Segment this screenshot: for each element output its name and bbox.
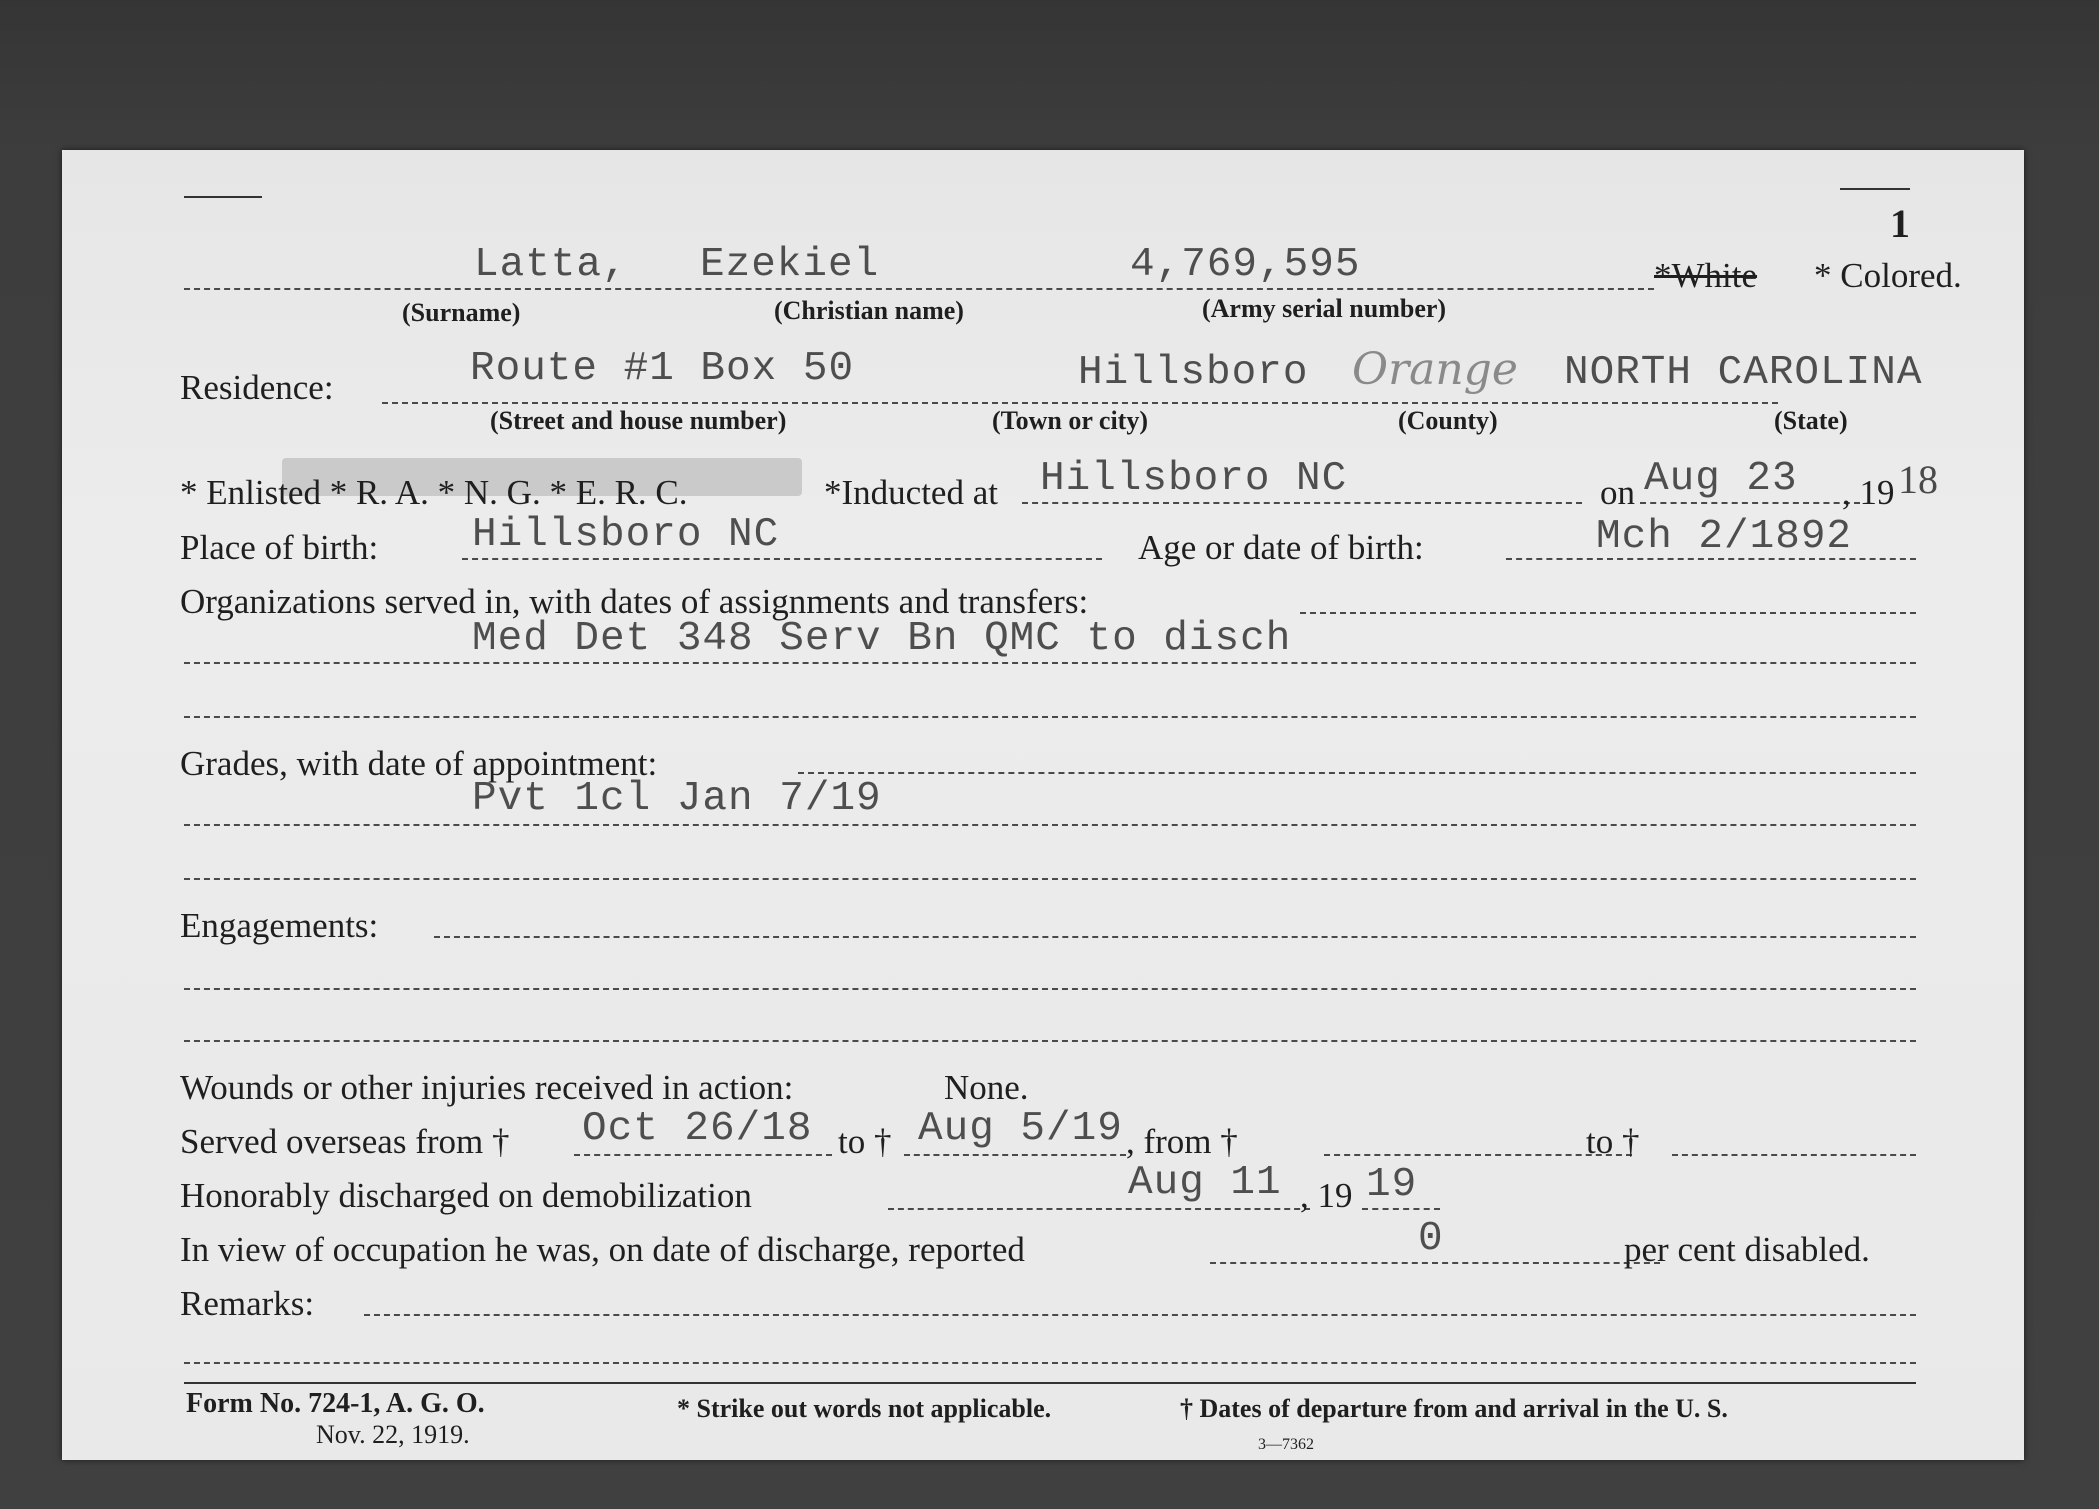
surname-value: Latta, xyxy=(474,242,628,288)
residence-street-value: Route #1 Box 50 xyxy=(470,346,855,392)
overseas-to-value: Aug 5/19 xyxy=(918,1106,1123,1152)
inducted-date-line xyxy=(1640,502,1860,504)
remarks-label: Remarks: xyxy=(180,1284,315,1323)
overseas-to-label: to † xyxy=(838,1122,892,1161)
enlisted-options: * Enlisted * R. A. * N. G. * E. R. C. xyxy=(180,473,688,512)
army-serial-value: 4,769,595 xyxy=(1130,242,1361,288)
county-caption: (County) xyxy=(1398,406,1498,435)
engagements-line-1 xyxy=(434,936,1916,938)
service-record-card xyxy=(62,150,2024,1460)
grades-value: Pvt 1cl Jan 7/19 xyxy=(472,776,882,822)
place-of-birth-label: Place of birth: xyxy=(180,528,379,567)
christian-name-caption: (Christian name) xyxy=(774,296,964,325)
strike-out-note: * Strike out words not applicable. xyxy=(677,1394,1052,1423)
grades-label: Grades, with date of appointment: xyxy=(180,744,658,783)
discharge-year-line xyxy=(1362,1208,1440,1210)
overseas-to2-label: to † xyxy=(1586,1122,1640,1161)
print-code: 3—7362 xyxy=(1258,1436,1314,1453)
engagements-label: Engagements: xyxy=(180,906,379,945)
organizations-line-3 xyxy=(184,716,1916,718)
inducted-year-value: 18 xyxy=(1898,457,1938,502)
discharge-year-prefix: , 19 xyxy=(1300,1176,1353,1215)
engagements-line-2 xyxy=(184,988,1916,990)
residence-town-value: Hillsboro xyxy=(1078,350,1309,396)
place-of-birth-line xyxy=(462,558,1102,560)
town-caption: (Town or city) xyxy=(992,406,1148,435)
date-of-birth-value: Mch 2/1892 xyxy=(1596,514,1853,560)
discharge-date-line xyxy=(888,1208,1310,1210)
wounds-value: None. xyxy=(944,1068,1029,1107)
residence-county-handwritten: Orange xyxy=(1352,344,1518,395)
inducted-place-value: Hillsboro NC xyxy=(1040,456,1348,502)
organizations-label: Organizations served in, with dates of assignments and transfers: xyxy=(180,582,1089,621)
discharge-year-value: 19 xyxy=(1366,1162,1418,1208)
discharge-label: Honorably discharged on demobilization xyxy=(180,1176,752,1215)
date-of-birth-line xyxy=(1506,558,1916,560)
card-number: 1 xyxy=(1890,201,1910,246)
inducted-label: *Inducted at xyxy=(824,473,998,512)
disability-suffix: per cent disabled. xyxy=(1624,1230,1870,1269)
organizations-line-1 xyxy=(1300,612,1916,614)
remarks-line-2 xyxy=(184,1362,1916,1364)
organizations-line-2 xyxy=(184,662,1916,664)
footer-rule xyxy=(184,1382,1916,1384)
dagger-note: † Dates of departure from and arrival in the U. S. xyxy=(1180,1394,1728,1423)
overseas-from-line xyxy=(574,1154,832,1156)
overseas-from-value: Oct 26/18 xyxy=(582,1106,813,1152)
place-of-birth-value: Hillsboro NC xyxy=(472,512,780,558)
street-caption: (Street and house number) xyxy=(490,406,787,435)
engagements-line-3 xyxy=(184,1040,1916,1042)
inducted-year-prefix: , 19 xyxy=(1842,473,1895,512)
disability-label: In view of occupation he was, on date of discharge, reported xyxy=(180,1230,1025,1269)
residence-line xyxy=(382,402,1778,404)
served-overseas-label: Served overseas from † xyxy=(180,1122,510,1161)
top-left-rule xyxy=(184,196,262,198)
residence-state-value: NORTH CAROLINA xyxy=(1564,350,1923,396)
surname-caption: (Surname) xyxy=(402,298,521,327)
wounds-label: Wounds or other injuries received in action: xyxy=(180,1068,794,1107)
grades-line-1 xyxy=(798,772,1916,774)
grades-line-3 xyxy=(184,878,1916,880)
inducted-line xyxy=(1022,502,1582,504)
state-caption: (State) xyxy=(1774,406,1848,435)
overseas-from2-label: , from † xyxy=(1126,1122,1238,1161)
disability-value: 0 xyxy=(1418,1216,1444,1262)
form-number: Form No. 724-1, A. G. O. xyxy=(186,1388,485,1419)
date-of-birth-label: Age or date of birth: xyxy=(1138,528,1424,567)
residence-label: Residence: xyxy=(180,368,334,407)
disability-line xyxy=(1210,1262,1660,1264)
inducted-date-value: Aug 23 xyxy=(1644,456,1798,502)
christian-name-value: Ezekiel xyxy=(700,242,880,288)
grades-line-2 xyxy=(184,824,1916,826)
name-line xyxy=(184,288,1654,290)
remarks-line-1 xyxy=(364,1314,1916,1316)
form-date: Nov. 22, 1919. xyxy=(316,1420,470,1449)
race-white-struck: *White xyxy=(1654,256,1758,295)
overseas-to-line xyxy=(904,1154,1126,1156)
top-right-rule xyxy=(1840,188,1910,190)
army-serial-caption: (Army serial number) xyxy=(1202,294,1447,323)
overseas-to2-line xyxy=(1672,1154,1916,1156)
inducted-on-label: on xyxy=(1600,473,1635,512)
organizations-value: Med Det 348 Serv Bn QMC to disch xyxy=(472,616,1292,662)
race-colored: * Colored. xyxy=(1814,256,1962,295)
discharge-date-value: Aug 11 xyxy=(1128,1160,1282,1206)
